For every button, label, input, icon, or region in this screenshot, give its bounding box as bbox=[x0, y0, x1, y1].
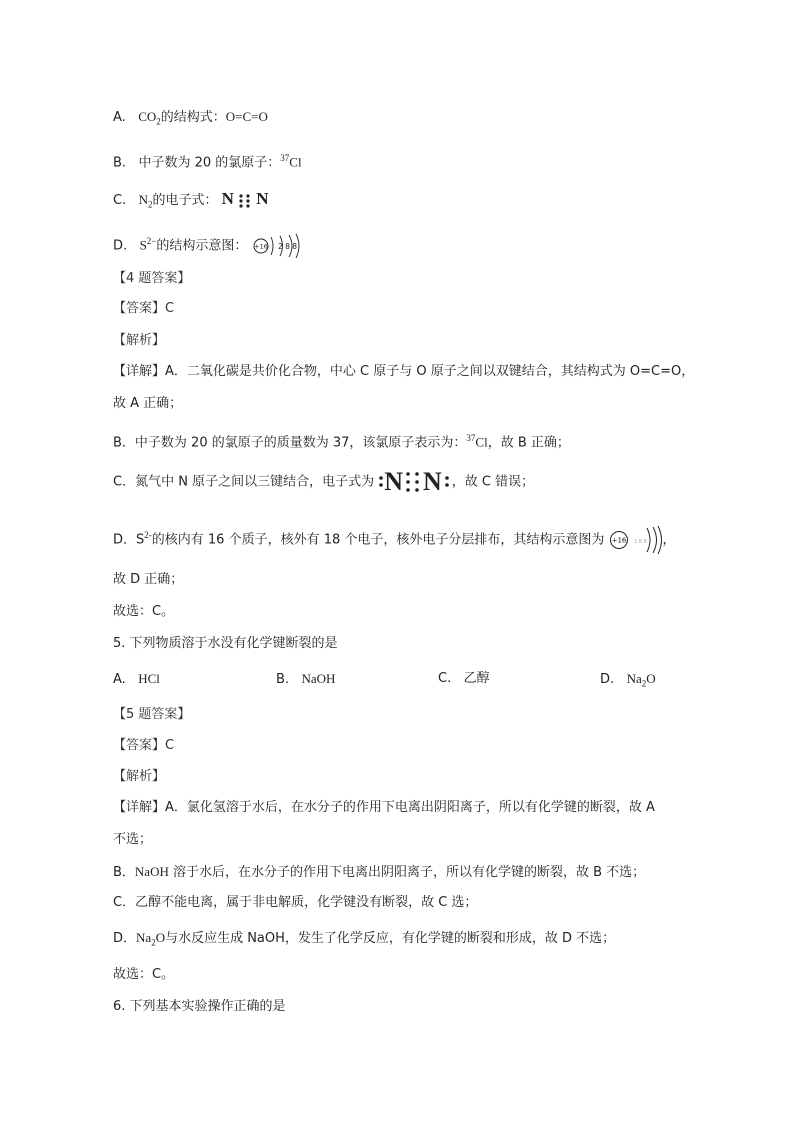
q4-analysis-label: 【解析】 bbox=[113, 333, 166, 348]
lone-pair-dots-icon bbox=[442, 469, 452, 495]
q5-stem: 5. 下列物质溶于水没有化学键断裂的是 bbox=[113, 636, 338, 651]
sulfide-ion-structure-diagram-icon bbox=[609, 525, 663, 555]
q4-detail-a-line1: 【详解】A．二氧化碳是共价化合物，中心 C 原子与 O 原子之间以双键结合，其结构式为 O=C=O， bbox=[113, 364, 695, 379]
q4-detail-a-line2: 故 A 正确； bbox=[113, 396, 183, 411]
triple-bond-dots-icon bbox=[403, 469, 423, 495]
triple-bond-dots-icon bbox=[238, 192, 252, 210]
q5-detail-d: D．$Na_2O$与水反应生成 NaOH，发生了化学反应，有化学键的断裂和形成，故 D 不选； bbox=[113, 930, 616, 948]
q4-detail-d-line2: 故 D 正确； bbox=[113, 572, 184, 587]
q5-option-d: D. $Na_2O$ bbox=[600, 671, 656, 689]
nucleus-label: +16 bbox=[253, 242, 268, 251]
q4-option-a: A. $CO_2$的结构式：O=C=O bbox=[113, 109, 268, 127]
q5-analysis-label: 【解析】 bbox=[113, 769, 166, 784]
q5-detail-a-line2: 不选； bbox=[113, 832, 153, 847]
q5-detail-a-line1: 【详解】A．氯化氢溶于水后，在水分子的作用下电离出阴阳离子，所以有化学键的断裂，故 A bbox=[113, 800, 655, 815]
shells-label: 2 8 8 bbox=[277, 241, 297, 251]
q5-option-b: B. NaOH bbox=[276, 671, 336, 687]
q5-answer: 【答案】C bbox=[113, 738, 175, 753]
q6-stem: 6. 下列基本实验操作正确的是 bbox=[113, 999, 286, 1014]
shells-label: 2 8 8 bbox=[633, 538, 647, 545]
nucleus-label: +16 bbox=[611, 536, 626, 545]
q5-answer-header: 【5 题答案】 bbox=[113, 707, 191, 722]
q4-detail-b: B．中子数为 20 的氯原子的质量数为 37，该氯原子表示为：$^{37}$Cl，故 B 正确； bbox=[113, 433, 570, 451]
q4-option-b: B. 中子数为 20 的氯原子：$^{37}$Cl bbox=[113, 153, 302, 171]
q4-conclusion: 故选：C。 bbox=[113, 604, 175, 619]
q4-answer: 【答案】C bbox=[113, 301, 175, 316]
q4-detail-c: C．氮气中 N 原子之间以三键结合，电子式为 N N ，故 C 错误； bbox=[113, 467, 535, 496]
q4-detail-d: D．$S^{2-}$的核内有 16 个质子，核外有 18 个电子，核外电子分层排布，其结构示意图为 +16 2 8 8 ， bbox=[113, 521, 676, 555]
q4-option-d: D. $S^{2-}$的结构示意图： +16 2 8 8 bbox=[113, 232, 302, 259]
q5-detail-c: C．乙醇不能电离，属于非电解质，化学键没有断裂，故 C 选； bbox=[113, 895, 478, 910]
sulfide-ion-structure-diagram-icon bbox=[252, 233, 302, 259]
q5-option-c: C. 乙醇 bbox=[438, 671, 490, 686]
q4-answer-header: 【4 题答案】 bbox=[113, 271, 191, 286]
q4-option-c: C. $N_2$的电子式： N N bbox=[113, 189, 269, 210]
q5-conclusion: 故选：C。 bbox=[113, 967, 175, 982]
q5-detail-b: B．NaOH 溶于水后，在水分子的作用下电离出阴阳离子，所以有化学键的断裂，故 B 不选； bbox=[113, 864, 646, 880]
q5-option-a: A. HCl bbox=[113, 671, 160, 687]
